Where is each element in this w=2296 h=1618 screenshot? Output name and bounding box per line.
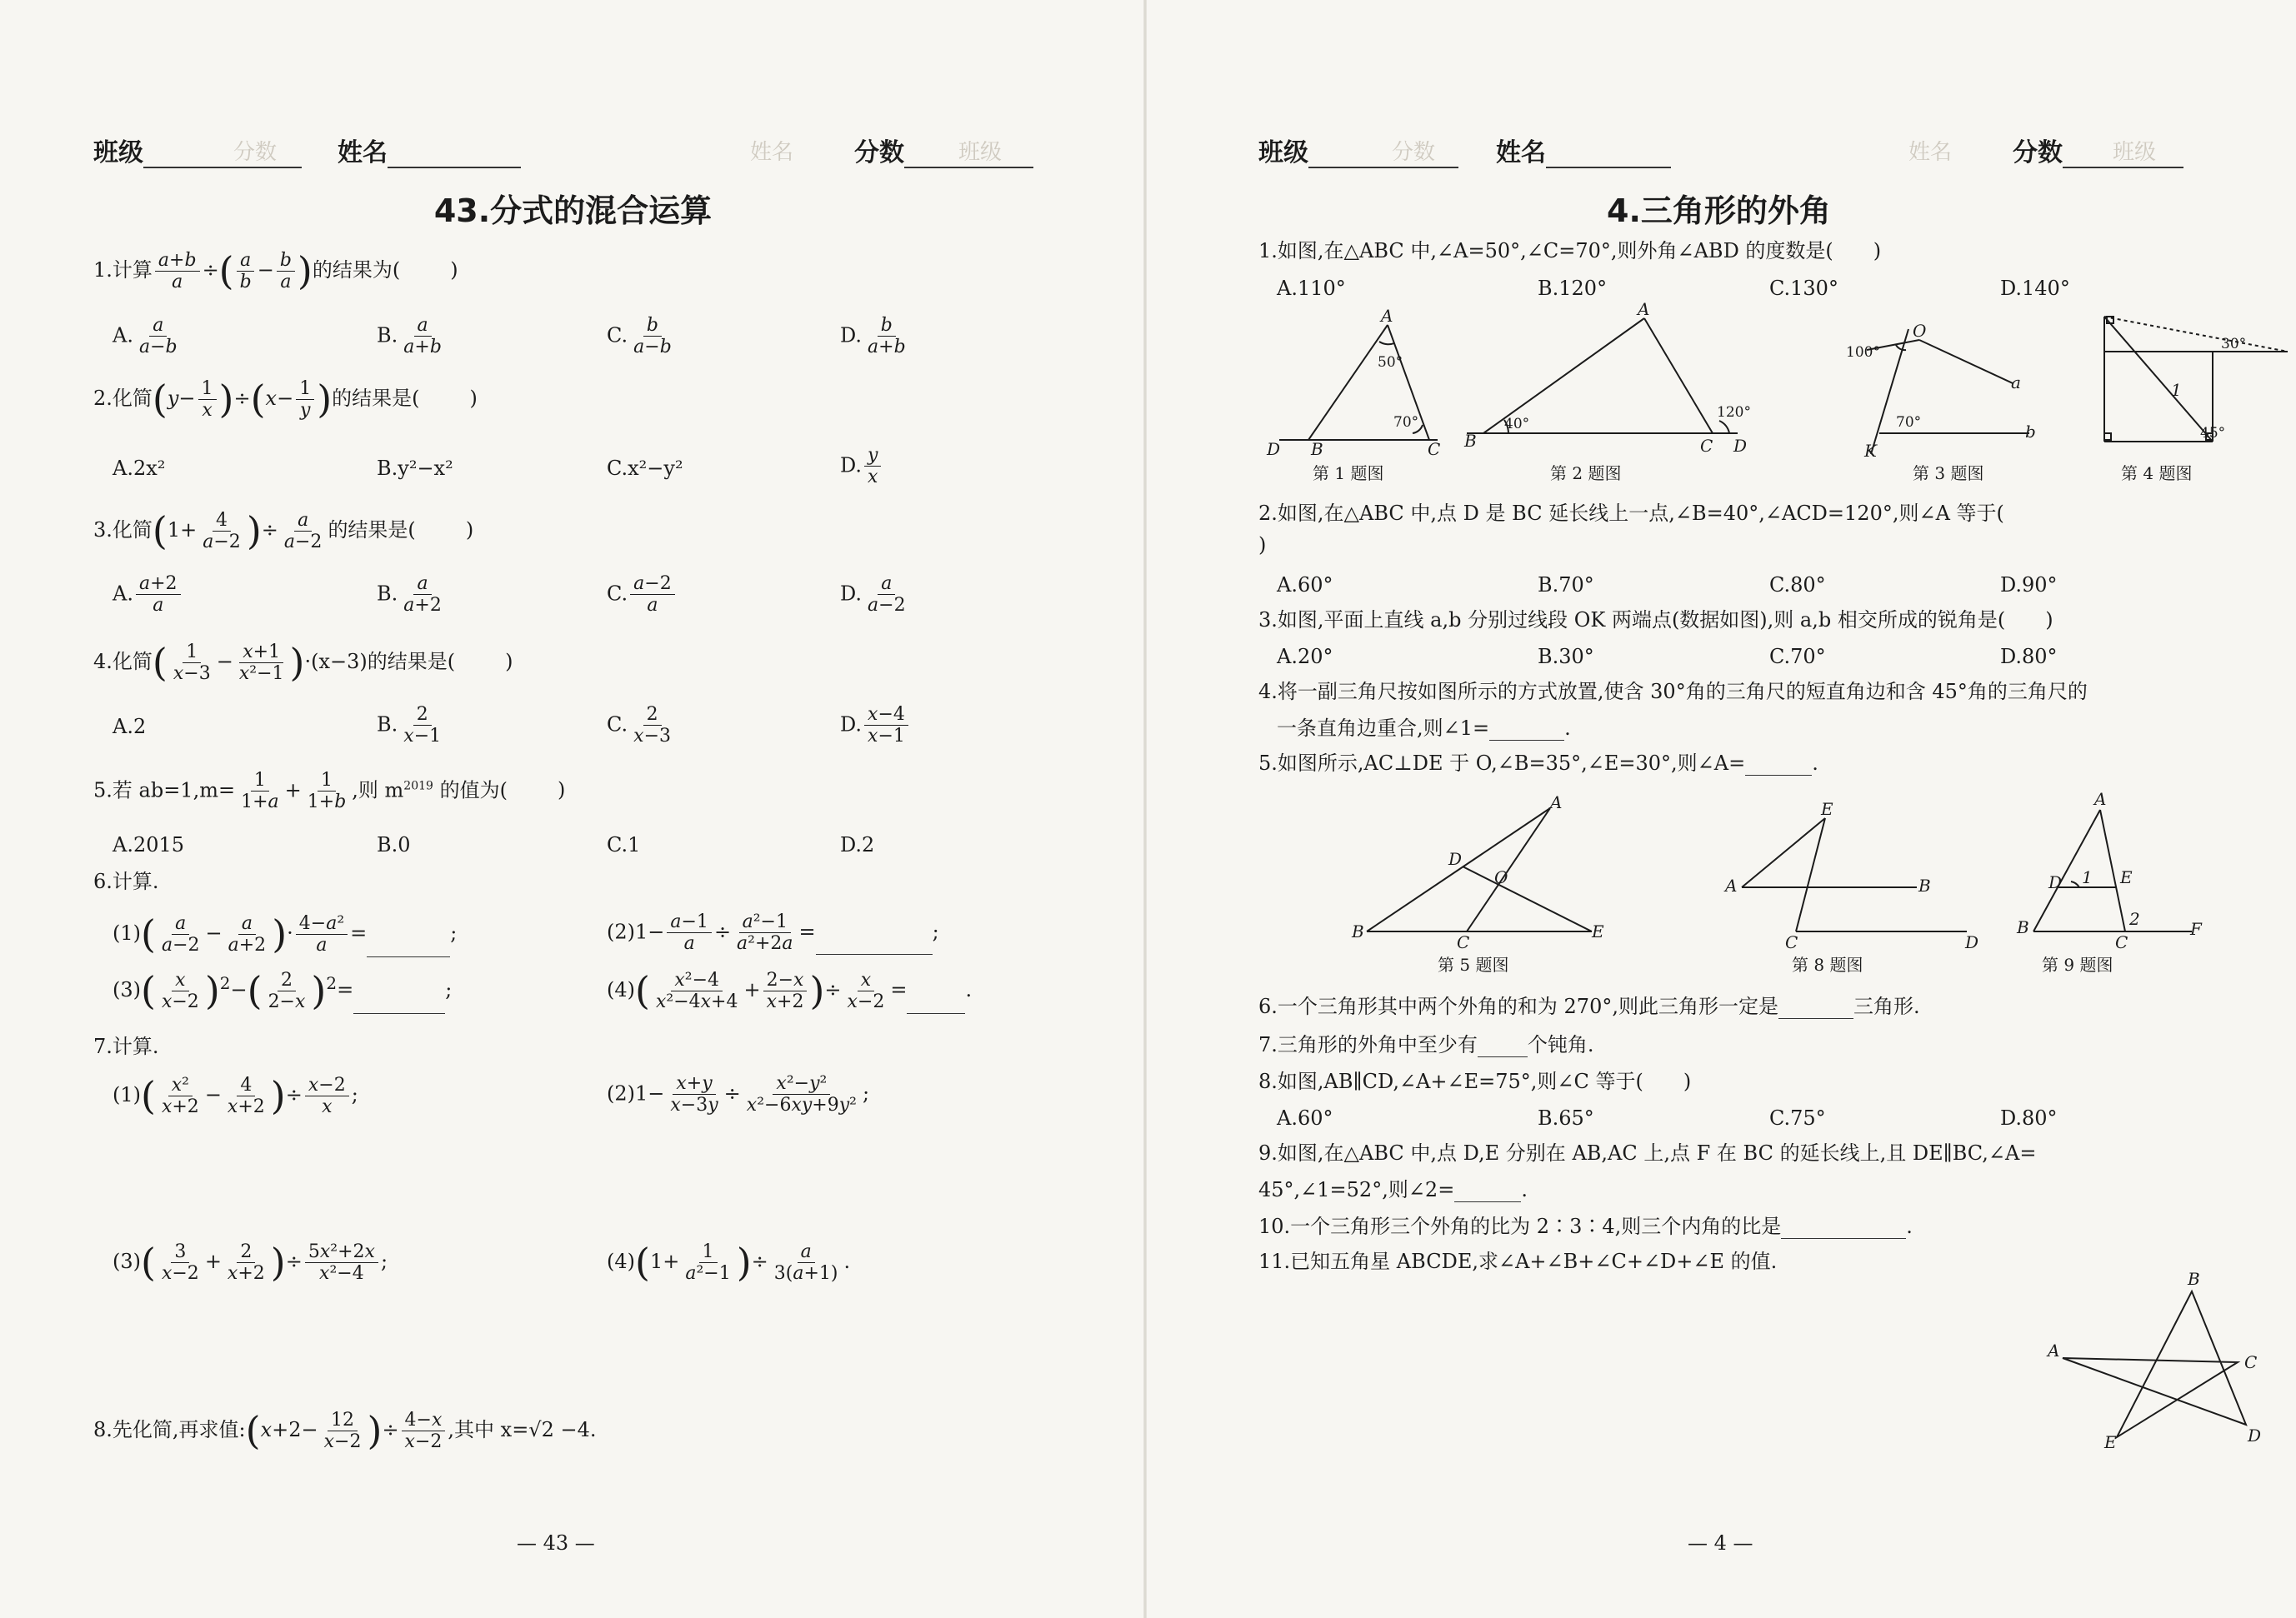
- svg-text:45°: 45°: [2200, 425, 2226, 442]
- svg-text:1: 1: [2171, 380, 2182, 400]
- question-2-cont: ): [1258, 533, 1267, 557]
- fig-caption: 第 2 题图: [1550, 463, 1622, 483]
- page-number: — 4 —: [1688, 1531, 1753, 1555]
- svg-text:E: E: [1821, 799, 1833, 819]
- score-field: 分数: [2013, 132, 2183, 168]
- svg-text:D: D: [1448, 849, 1463, 869]
- q1-option-b[interactable]: B. $\frac{a}{a+b}$: [377, 315, 442, 358]
- q4-option-c[interactable]: C. $\frac{2}{x-3}$: [607, 704, 671, 747]
- question-5: 5.如图所示,AC⊥DE 于 O,∠B=35°,∠E=30°,则∠A= .: [1258, 752, 1818, 775]
- svg-text:D: D: [2248, 1426, 2262, 1446]
- question-1: 1.如图,在△ABC 中,∠A=50°,∠C=70°,则外角∠ABD 的度数是( ): [1258, 239, 1882, 262]
- svg-text:A: A: [1381, 306, 1393, 326]
- q3-option-c[interactable]: C. $\frac{a-2}{a}$: [607, 573, 678, 617]
- svg-text:100°: 100°: [1846, 344, 1880, 361]
- class-field: 班级: [1258, 132, 1458, 168]
- q4-option-a[interactable]: A.2: [113, 715, 147, 738]
- answer-blank[interactable]: [1745, 755, 1812, 776]
- svg-text:B: B: [1352, 921, 1364, 941]
- q1-option-b[interactable]: B.120°: [1538, 277, 1608, 300]
- figures-middle: [1350, 789, 2202, 983]
- ghost-text: 分数: [1392, 140, 1436, 165]
- q4-option-d[interactable]: D. $\frac{x-4}{x-1}$: [840, 704, 911, 747]
- q1-option-d[interactable]: D.140°: [2000, 277, 2070, 300]
- q3-option-b[interactable]: B. $\frac{a}{a+2}$: [377, 573, 442, 617]
- q1-option-d[interactable]: D. $\frac{b}{a+b}$: [840, 315, 906, 358]
- ghost-text: 分数: [233, 140, 278, 165]
- name-field: 姓名: [1496, 132, 1671, 168]
- q1-option-a[interactable]: A. $\frac{a}{a-b}$: [113, 315, 178, 358]
- answer-blank[interactable]: [1454, 1181, 1521, 1202]
- q2-option-d[interactable]: D.90°: [2000, 573, 2058, 597]
- svg-text:D: D: [1267, 439, 1281, 459]
- q7-part-2: (2)1− $\frac{x+y}{x-3y}$ ÷ $\frac{\text{x²−y²}}{\text{x²−6xy+9y²}}$ ;: [607, 1073, 870, 1116]
- fig-caption: 第 4 题图: [2121, 463, 2193, 483]
- svg-text:F: F: [2190, 919, 2202, 939]
- fig-caption: 第 8 题图: [1792, 955, 1863, 975]
- svg-text:70°: 70°: [1896, 414, 1922, 431]
- q6-part-3: (3)( $\frac{x}{x-2}$ )$^2$−( $\frac{2}{2-x}$ )$^2$= ;: [113, 968, 453, 1013]
- star-figure: [2046, 1269, 2271, 1458]
- svg-text:B: B: [2188, 1269, 2200, 1289]
- fig-caption: 第 9 题图: [2042, 955, 2113, 975]
- q5-option-c[interactable]: C.1: [607, 833, 641, 856]
- q8-option-a[interactable]: A.60°: [1277, 1106, 1333, 1130]
- figures-top: [1263, 299, 2296, 492]
- svg-text:A: A: [1550, 792, 1563, 812]
- svg-text:B: B: [1311, 439, 1323, 459]
- q7-part-4: (4)(1+ $\frac{1}{\text{a²−1}}$ )÷ $\frac{a}{3(a+1)}$ .: [607, 1240, 851, 1285]
- answer-blank[interactable]: [1781, 1218, 1906, 1239]
- q7-part-3: (3)( $\frac{3}{x-2}$ + $\frac{2}{x+2}$ )÷ $\frac{\text{5x²+2x}}{\text{x²−4}}$ ;: [113, 1240, 388, 1285]
- question-11: 11.已知五角星 ABCDE,求∠A+∠B+∠C+∠D+∠E 的值.: [1258, 1250, 1778, 1273]
- ghost-text: 姓名: [1908, 140, 1953, 165]
- answer-blank[interactable]: [367, 936, 450, 957]
- q8-option-c[interactable]: C.75°: [1769, 1106, 1826, 1130]
- page-title: 4.三角形的外角: [1607, 192, 1831, 229]
- svg-text:30°: 30°: [2221, 336, 2247, 352]
- svg-text:D: D: [2048, 872, 2063, 892]
- svg-text:40°: 40°: [1504, 416, 1530, 432]
- svg-text:C: C: [1428, 439, 1441, 459]
- answer-blank[interactable]: [816, 934, 933, 955]
- q4-option-b[interactable]: B. $\frac{2}{x-1}$: [377, 704, 442, 747]
- q6-part-1: (1)( $\frac{a}{a-2}$ − $\frac{a}{a+2}$ )· $\frac{\text{4−a²}}{a}$ = ;: [113, 911, 458, 956]
- q3-option-b[interactable]: B.30°: [1538, 645, 1594, 668]
- answer-blank[interactable]: [353, 993, 445, 1014]
- svg-text:C: C: [2244, 1352, 2258, 1372]
- question-2: 2.如图,在△ABC 中,点 D 是 BC 延长线上一点,∠B=40°,∠ACD=120°,则∠A 等于(: [1258, 502, 2004, 525]
- svg-text:E: E: [2104, 1432, 2117, 1452]
- q1-option-c[interactable]: C.130°: [1769, 277, 1838, 300]
- svg-text:b: b: [2025, 422, 2036, 442]
- question-8: 8.如图,AB∥CD,∠A+∠E=75°,则∠C 等于( ): [1258, 1070, 1692, 1093]
- q1-option-c[interactable]: C. $\frac{b}{a-b}$: [607, 315, 672, 358]
- q5-option-d[interactable]: D.2: [840, 833, 875, 856]
- svg-text:K: K: [1864, 441, 1877, 461]
- class-blank[interactable]: [1308, 142, 1458, 168]
- svg-text:50°: 50°: [1378, 354, 1403, 371]
- question-10: 10.一个三角形三个外角的比为 2∶3∶4,则三个内角的比是 .: [1258, 1215, 1913, 1238]
- q6-part-2: (2)1− $\frac{a-1}{a}$ ÷ $\frac{\text{a²−1}}{\text{a²+2a}}$ = ;: [607, 911, 939, 955]
- svg-text:C: C: [1457, 932, 1470, 952]
- fig-caption: 第 5 题图: [1438, 955, 1509, 975]
- q2-option-c[interactable]: C.x²−y²: [607, 457, 683, 480]
- q8-option-d[interactable]: D.80°: [2000, 1106, 2058, 1130]
- svg-text:O: O: [1494, 867, 1508, 887]
- question-3: 3.如图,平面上直线 a,b 分别过线段 OK 两端点(数据如图),则 a,b 相交所成的锐角是( ): [1258, 608, 2053, 632]
- svg-text:B: B: [1918, 876, 1931, 896]
- q6-part-4: (4)( $\frac{\text{x²−4}}{\text{x²−4x+4}}$ + $\frac{2-x}{x+2}$ )÷ $\frac{x}{x-2}$ = .: [607, 968, 973, 1013]
- name-blank[interactable]: [1546, 142, 1671, 168]
- question-4: 4.将一副三角尺按如图所示的方式放置,使含 30°角的三角尺的短直角边和含 45°角的三角尺的: [1258, 680, 2088, 703]
- fig-caption: 第 3 题图: [1913, 463, 1984, 483]
- svg-text:C: C: [1700, 436, 1713, 456]
- svg-text:C: C: [1785, 932, 1798, 952]
- question-9-cont: 45°,∠1=52°,则∠2= .: [1258, 1178, 1528, 1201]
- right-page: [1146, 0, 2292, 1618]
- q1-option-a[interactable]: A.110°: [1277, 277, 1346, 300]
- q3-option-d[interactable]: D. $\frac{a}{a-2}$: [840, 573, 906, 617]
- question-7: 7.计算.: [93, 1035, 159, 1058]
- question-8: 8.先化简,再求值:(x+2− $\frac{12}{x-2}$ )÷ $\frac{4-x}{x-2}$ ,其中 x=√2 −4.: [93, 1408, 597, 1453]
- q3-option-d[interactable]: D.80°: [2000, 645, 2058, 668]
- ghost-text: 班级: [958, 140, 1003, 165]
- question-7: 7.三角形的外角中至少有 个钝角.: [1258, 1033, 1594, 1056]
- question-9: 9.如图,在△ABC 中,点 D,E 分别在 AB,AC 上,点 F 在 BC 的延长线上,且 DE∥BC,∠A=: [1258, 1141, 2037, 1165]
- class-blank[interactable]: [143, 142, 302, 168]
- q3-option-a[interactable]: A.20°: [1277, 645, 1333, 668]
- svg-text:O: O: [1913, 321, 1927, 341]
- page-title: 43.分式的混合运算: [433, 192, 713, 229]
- q5-option-a[interactable]: A.2015: [113, 833, 185, 856]
- q8-option-b[interactable]: B.65°: [1538, 1106, 1594, 1130]
- q2-option-c[interactable]: C.80°: [1769, 573, 1826, 597]
- ghost-text: 姓名: [750, 140, 794, 165]
- q2-option-b[interactable]: B.y²−x²: [377, 457, 453, 480]
- name-blank[interactable]: [388, 142, 521, 168]
- left-page: [0, 0, 1146, 1618]
- question-6: 6.一个三角形其中两个外角的和为 270°,则此三角形一定是 三角形.: [1258, 995, 1920, 1018]
- q2-option-b[interactable]: B.70°: [1538, 573, 1594, 597]
- question-6: 6.计算.: [93, 870, 159, 893]
- svg-text:B: B: [1464, 431, 1477, 451]
- svg-text:2: 2: [2129, 909, 2140, 929]
- score-field: 分数: [854, 132, 1033, 168]
- page-number: — 43 —: [517, 1531, 595, 1555]
- svg-text:1: 1: [2082, 867, 2093, 887]
- q2-option-d[interactable]: D. $\frac{y}{x}$: [840, 445, 883, 488]
- svg-text:C: C: [2115, 932, 2128, 952]
- question-5: 5.若 ab=1,m= $\frac{1}{1+a}$ + $\frac{1}{1+b}$ ,则 $m^{2019}$ 的值为( ): [93, 770, 566, 813]
- svg-text:D: D: [1733, 436, 1748, 456]
- question-3: 3.化简(1+ $\frac{4}{a-2}$ )÷ $\frac{a}{a-2}$ 的结果是( ): [93, 508, 474, 553]
- svg-text:A: A: [1725, 876, 1738, 896]
- svg-text:E: E: [2120, 867, 2133, 887]
- svg-text:D: D: [1965, 932, 1979, 952]
- q3-option-c[interactable]: C.70°: [1769, 645, 1826, 668]
- q3-option-a[interactable]: A. $\frac{a+2}{a}$: [113, 573, 183, 617]
- answer-blank[interactable]: [1778, 998, 1853, 1019]
- q5-option-b[interactable]: B.0: [377, 833, 411, 856]
- question-4: 4.化简( $\frac{1}{x-3}$ − $\frac{x+1}{\text{x²−1}}$ )·(x−3)的结果是( ): [93, 640, 513, 685]
- name-field: 姓名: [338, 132, 521, 168]
- answer-blank[interactable]: [1478, 1036, 1528, 1057]
- ghost-text: 班级: [2113, 140, 2157, 165]
- svg-text:B: B: [2017, 917, 2029, 937]
- svg-text:a: a: [2011, 372, 2021, 392]
- svg-text:70°: 70°: [1393, 414, 1419, 431]
- q2-option-a[interactable]: A.2x²: [113, 457, 166, 480]
- svg-text:120°: 120°: [1717, 404, 1751, 421]
- question-2: 2.化简(y− $\frac{1}{x}$ )÷(x− $\frac{1}{y}$ )的结果是( ): [93, 377, 478, 422]
- svg-text:A: A: [2048, 1341, 2060, 1361]
- fig-caption: 第 1 题图: [1313, 463, 1384, 483]
- q2-option-a[interactable]: A.60°: [1277, 573, 1333, 597]
- svg-text:E: E: [1592, 921, 1604, 941]
- answer-blank[interactable]: [907, 993, 965, 1014]
- question-1: 1.计算 $\frac{a+b}{a}$ ÷( $\frac{a}{b}$ − $\frac{b}{a}$ )的结果为( ): [93, 248, 458, 293]
- svg-text:A: A: [2094, 789, 2107, 809]
- question-4-cont: 一条直角边重合,则∠1= .: [1277, 717, 1571, 740]
- answer-blank[interactable]: [1489, 720, 1564, 741]
- svg-text:A: A: [1638, 299, 1650, 319]
- q7-part-1: (1)( $\frac{\text{x²}}{x+2}$ − $\frac{4}{x+2}$ )÷ $\frac{x-2}{x}$ ;: [113, 1073, 358, 1118]
- class-field: 班级: [93, 132, 302, 168]
